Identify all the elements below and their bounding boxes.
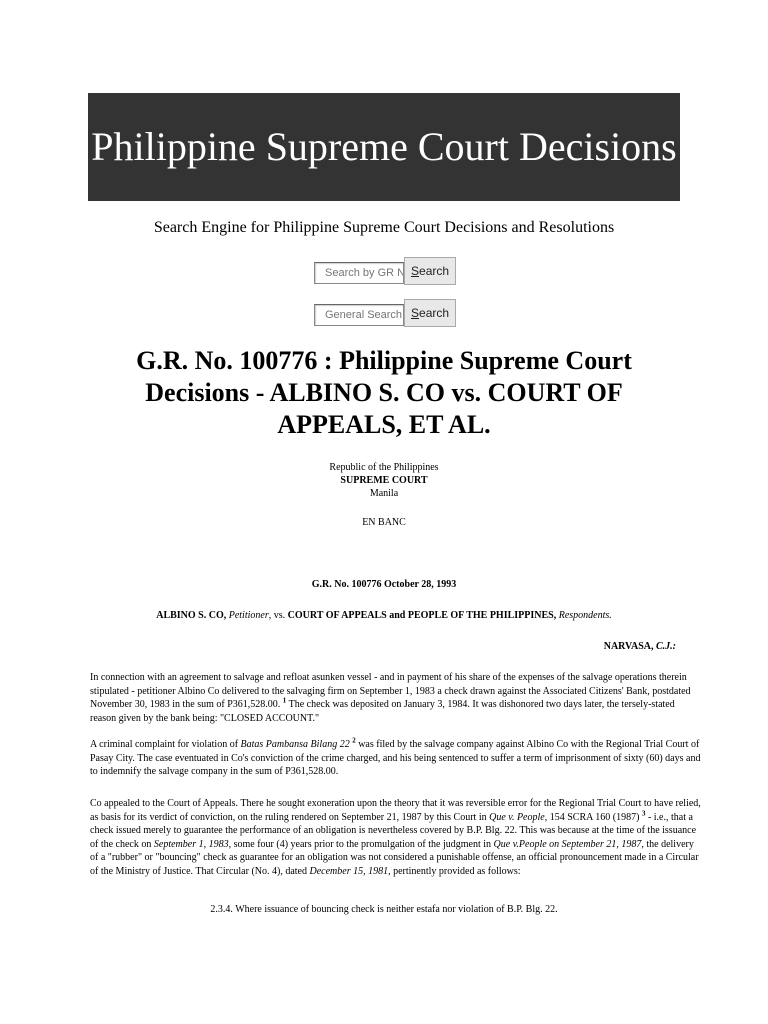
footnote-ref[interactable]: 1 xyxy=(282,696,287,705)
paragraph-2: A criminal complaint for violation of Batas Pambansa Bilang 22 $^2$ was filed by the salvage company against Albino Co with the Regional Trial Court of Pasay City. The case eventuated in Co's conviction of the crime charged, and his being sentenced to suffer a term of imprisonment of sixty (60) days and to indemnify the salvage company in the sum of P361,528.00. xyxy=(90,736,701,777)
general-search-input[interactable] xyxy=(314,304,404,326)
gr-search-button[interactable] xyxy=(404,257,456,285)
gr-search-form xyxy=(314,257,456,285)
search-button-label: earch xyxy=(419,306,450,320)
search-button-label: earch xyxy=(419,264,450,278)
court-line: SUPREME COURT xyxy=(340,475,428,486)
petitioner-name: ALBINO S. CO, xyxy=(156,610,227,621)
search-button-accesskey: S xyxy=(411,264,420,278)
footnote-ref[interactable]: 3 xyxy=(641,809,646,818)
paragraph-1: In connection with an agreement to salvage and refloat asunken vessel - and in payment of his share of the expenses of the salvage operations therein stipulated - petitioner Albino Co delivered to the salvaging firm on September 1, 1983 a check drawn against the Associated Citizens' Bank, postdated November 30, 1983 in the sum of P361,528.00. $^1$ The check was deposited on January 3, 1984. It was dishonored two days later, the tersely-stated reason given by the bank being: "CLOSED ACCOUNT." xyxy=(90,672,691,724)
site-subtitle: Search Engine for Philippine Supreme Court Decisions and Resolutions xyxy=(153,219,615,236)
general-search-button[interactable] xyxy=(404,299,456,327)
case-number: G.R. No. 100776 October 28, 1993 xyxy=(311,579,457,590)
site-banner xyxy=(88,93,680,201)
general-search-form xyxy=(314,299,456,327)
versus: , vs. xyxy=(268,610,288,621)
decision-title: G.R. No. 100776 : Philippine Supreme Court Decisions - ALBINO S. CO vs. COURT OF APPEALS, ET AL. xyxy=(136,346,632,439)
respondents-role: Respondents. xyxy=(558,610,612,621)
petitioner-role: Petitioner xyxy=(228,610,269,621)
city-line: Manila xyxy=(369,488,399,499)
respondents-name: COURT OF APPEALS and PEOPLE OF THE PHILIPPINES, xyxy=(287,610,557,621)
paragraph-3: Co appealed to the Court of Appeals. There he sought exoneration upon the theory that it was reversible error for the Regional Trial Court to have relied, as basis for its verdict of conviction, on the ruling rendered on September 21, 1987 by this Court in Que v. People, 154 SCRA 160 (1987) $^3$ - i.e., that a check issued merely to guarantee the performance of an obligation is nevertheless covered by B.P. Blg. 22. This was because at the time of the issuance of the check on September 1, 1983, some four (4) years prior to the promulgation of the judgment in Que v.People on September 21, 1987, the delivery of a "rubber" or "bouncing" check as guarantee for an obligation was not considered a punishable offense, an official pronouncement made in a Circular of the Ministry of Justice. That Circular (No. 4), dated December 15, 1981, pertinently provided as follows: xyxy=(90,798,701,877)
footnote-ref[interactable]: 2 xyxy=(352,736,356,745)
site-title: Philippine Supreme Court Decisions xyxy=(91,124,677,169)
republic-line: Republic of the Philippines xyxy=(329,462,439,473)
gr-number-search-input[interactable] xyxy=(314,262,404,284)
division-line: EN BANC xyxy=(362,517,406,528)
case-parties xyxy=(0,609,768,622)
search-button-accesskey: S xyxy=(411,306,420,320)
quoted-provision: 2.3.4. Where issuance of bouncing check is neither estafa nor violation of B.P. Blg. 22. xyxy=(210,904,558,915)
ponente: NARVASA, C.J.: xyxy=(603,641,676,652)
